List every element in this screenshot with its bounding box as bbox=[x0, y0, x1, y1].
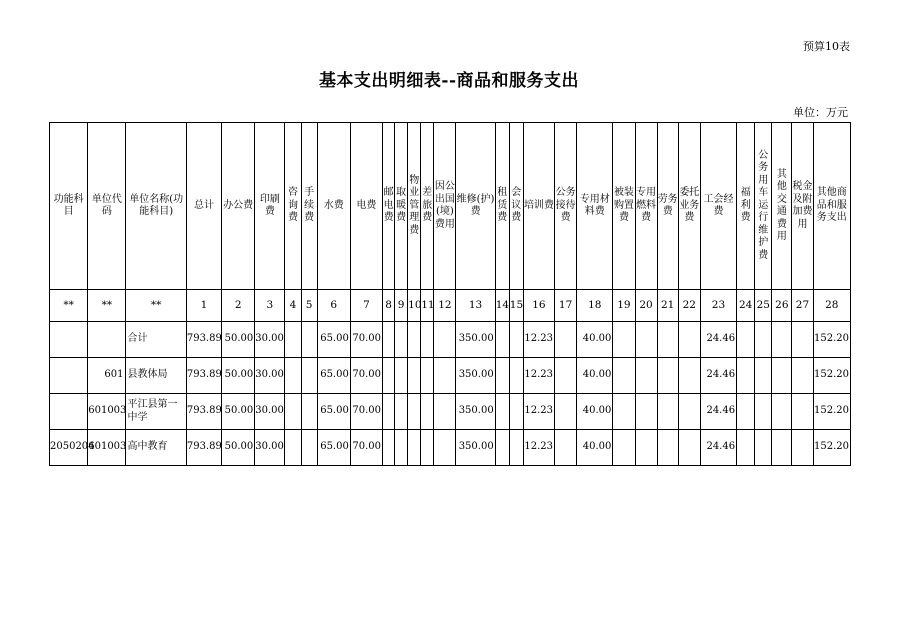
table-cell bbox=[285, 394, 301, 430]
column-index-cell: 18 bbox=[577, 290, 613, 322]
table-cell bbox=[301, 394, 317, 430]
table-cell: 601003 bbox=[88, 430, 126, 466]
column-index-cell: 3 bbox=[255, 290, 285, 322]
column-header: 物业管理费 bbox=[408, 123, 421, 290]
table-cell bbox=[434, 394, 456, 430]
column-index-cell: 9 bbox=[395, 290, 408, 322]
table-cell: 40.00 bbox=[577, 358, 613, 394]
column-index-cell: 11 bbox=[421, 290, 434, 322]
table-cell: 高中教育 bbox=[126, 430, 186, 466]
column-header: 专用材料费 bbox=[577, 123, 613, 290]
table-cell bbox=[635, 358, 657, 394]
table-cell bbox=[395, 322, 408, 358]
table-cell bbox=[421, 394, 434, 430]
table-cell: 793.89 bbox=[186, 358, 221, 394]
column-index-cell: 5 bbox=[301, 290, 317, 322]
table-cell: 50.00 bbox=[222, 430, 255, 466]
table-cell: 平江县第一中学 bbox=[126, 394, 186, 430]
column-index-cell: 27 bbox=[792, 290, 813, 322]
table-cell bbox=[50, 394, 88, 430]
column-index-cell: 16 bbox=[523, 290, 554, 322]
table-cell bbox=[613, 430, 635, 466]
column-header: 被装购置费 bbox=[613, 123, 635, 290]
column-index-cell: 13 bbox=[456, 290, 495, 322]
column-index-cell: 26 bbox=[772, 290, 792, 322]
table-cell bbox=[635, 394, 657, 430]
column-index-cell: 14 bbox=[495, 290, 509, 322]
column-header: 委托业务费 bbox=[678, 123, 700, 290]
table-cell bbox=[678, 322, 700, 358]
table-cell bbox=[495, 430, 509, 466]
table-row bbox=[50, 322, 851, 358]
table-cell bbox=[755, 430, 772, 466]
table-cell bbox=[50, 322, 88, 358]
table-cell: 30.00 bbox=[255, 394, 285, 430]
table-cell bbox=[555, 358, 577, 394]
column-header: 咨询费 bbox=[285, 123, 301, 290]
table-cell: 152.20 bbox=[813, 430, 850, 466]
column-header: 租赁费 bbox=[495, 123, 509, 290]
table-cell bbox=[383, 322, 395, 358]
table-cell: 合计 bbox=[126, 322, 186, 358]
column-index-cell: 25 bbox=[755, 290, 772, 322]
table-cell bbox=[285, 358, 301, 394]
table-cell: 350.00 bbox=[456, 430, 495, 466]
table-cell bbox=[301, 430, 317, 466]
table-cell: 40.00 bbox=[577, 322, 613, 358]
table-cell: 70.00 bbox=[350, 430, 382, 466]
column-header: 其他商品和服务支出 bbox=[813, 123, 850, 290]
table-cell bbox=[613, 322, 635, 358]
table-cell bbox=[792, 394, 813, 430]
column-header: 手续费 bbox=[301, 123, 317, 290]
table-cell bbox=[772, 394, 792, 430]
table-cell: 50.00 bbox=[222, 322, 255, 358]
table-cell bbox=[772, 322, 792, 358]
table-cell bbox=[408, 430, 421, 466]
table-cell: 县教体局 bbox=[126, 358, 186, 394]
table-cell bbox=[383, 430, 395, 466]
column-index-cell: 20 bbox=[635, 290, 657, 322]
table-cell: 12.23 bbox=[523, 322, 554, 358]
table-cell: 24.46 bbox=[700, 430, 736, 466]
table-cell bbox=[50, 358, 88, 394]
table-cell bbox=[657, 358, 678, 394]
table-cell bbox=[509, 394, 523, 430]
column-index-cell: 4 bbox=[285, 290, 301, 322]
table-cell bbox=[395, 394, 408, 430]
table-cell bbox=[792, 322, 813, 358]
column-header: 功能科目 bbox=[50, 123, 88, 290]
table-cell: 24.46 bbox=[700, 394, 736, 430]
column-header: 培训费 bbox=[523, 123, 554, 290]
column-index-cell: 1 bbox=[186, 290, 221, 322]
table-cell bbox=[678, 394, 700, 430]
table-cell bbox=[383, 394, 395, 430]
column-index-cell: 23 bbox=[700, 290, 736, 322]
column-header: 其他交通费用 bbox=[772, 123, 792, 290]
column-index-cell: 21 bbox=[657, 290, 678, 322]
table-cell bbox=[678, 358, 700, 394]
table-cell bbox=[395, 358, 408, 394]
table-cell bbox=[737, 358, 755, 394]
table-cell bbox=[678, 430, 700, 466]
table-cell: 152.20 bbox=[813, 322, 850, 358]
column-index-cell: 28 bbox=[813, 290, 850, 322]
table-row bbox=[50, 430, 851, 466]
column-header: 电费 bbox=[350, 123, 382, 290]
column-header: 办公费 bbox=[222, 123, 255, 290]
table-cell: 793.89 bbox=[186, 394, 221, 430]
table-cell bbox=[408, 358, 421, 394]
column-header: 公务接待费 bbox=[555, 123, 577, 290]
table-cell bbox=[408, 394, 421, 430]
table-cell: 601003 bbox=[88, 394, 126, 430]
table-cell: 70.00 bbox=[350, 322, 382, 358]
table-cell bbox=[421, 322, 434, 358]
table-cell: 12.23 bbox=[523, 358, 554, 394]
column-header: 税金及附加费用 bbox=[792, 123, 813, 290]
table-cell bbox=[635, 430, 657, 466]
table-cell bbox=[737, 322, 755, 358]
table-cell bbox=[395, 430, 408, 466]
table-cell bbox=[755, 322, 772, 358]
table-cell: 65.00 bbox=[317, 322, 350, 358]
table-cell: 152.20 bbox=[813, 394, 850, 430]
table-cell bbox=[657, 322, 678, 358]
expense-detail-table bbox=[49, 122, 851, 466]
table-cell bbox=[301, 358, 317, 394]
table-cell: 40.00 bbox=[577, 394, 613, 430]
column-index-cell: ** bbox=[88, 290, 126, 322]
table-cell: 350.00 bbox=[456, 358, 495, 394]
table-cell bbox=[657, 430, 678, 466]
table-cell: 601 bbox=[88, 358, 126, 394]
table-cell bbox=[555, 322, 577, 358]
form-code: 预算10表 bbox=[803, 40, 850, 53]
table-cell bbox=[285, 430, 301, 466]
table-cell: 24.46 bbox=[700, 322, 736, 358]
table-cell bbox=[301, 322, 317, 358]
table-cell bbox=[755, 358, 772, 394]
column-header: 取暖费 bbox=[395, 123, 408, 290]
table-row bbox=[50, 358, 851, 394]
table-cell bbox=[792, 430, 813, 466]
column-index-cell: 6 bbox=[317, 290, 350, 322]
table-cell: 65.00 bbox=[317, 394, 350, 430]
column-index-cell: ** bbox=[126, 290, 186, 322]
table-cell bbox=[657, 394, 678, 430]
table-cell: 50.00 bbox=[222, 358, 255, 394]
table-cell bbox=[555, 394, 577, 430]
table-cell: 793.89 bbox=[186, 322, 221, 358]
column-header: 福利费 bbox=[737, 123, 755, 290]
table-cell bbox=[434, 358, 456, 394]
table-cell bbox=[285, 322, 301, 358]
table-cell bbox=[555, 430, 577, 466]
table-cell: 350.00 bbox=[456, 394, 495, 430]
column-header: 劳务费 bbox=[657, 123, 678, 290]
column-index-cell: 17 bbox=[555, 290, 577, 322]
table-cell bbox=[737, 394, 755, 430]
table-cell: 50.00 bbox=[222, 394, 255, 430]
table-cell bbox=[635, 322, 657, 358]
column-index-cell: 15 bbox=[509, 290, 523, 322]
table-cell bbox=[509, 322, 523, 358]
table-header-row bbox=[50, 123, 851, 290]
column-header: 会议费 bbox=[509, 123, 523, 290]
table-cell: 30.00 bbox=[255, 358, 285, 394]
table-cell bbox=[613, 394, 635, 430]
table-cell: 12.23 bbox=[523, 430, 554, 466]
table-cell: 30.00 bbox=[255, 322, 285, 358]
table-cell bbox=[88, 322, 126, 358]
column-header: 差旅费 bbox=[421, 123, 434, 290]
table-cell: 2050204 bbox=[50, 430, 88, 466]
table-cell: 152.20 bbox=[813, 358, 850, 394]
table-cell bbox=[772, 430, 792, 466]
table-cell bbox=[434, 430, 456, 466]
table-cell: 70.00 bbox=[350, 394, 382, 430]
table-cell: 70.00 bbox=[350, 358, 382, 394]
page-title: 基本支出明细表--商品和服务支出 bbox=[318, 71, 580, 91]
table-index-row bbox=[50, 290, 851, 322]
table-row bbox=[50, 394, 851, 430]
table-cell bbox=[421, 430, 434, 466]
column-header: 工会经费 bbox=[700, 123, 736, 290]
column-header: 印刷费 bbox=[255, 123, 285, 290]
table-cell bbox=[509, 430, 523, 466]
column-header: 邮电费 bbox=[383, 123, 395, 290]
column-header: 专用燃料费 bbox=[635, 123, 657, 290]
column-index-cell: 12 bbox=[434, 290, 456, 322]
column-header: 公务用车运行维护费 bbox=[755, 123, 772, 290]
column-index-cell: 8 bbox=[383, 290, 395, 322]
table-cell: 30.00 bbox=[255, 430, 285, 466]
table-cell: 350.00 bbox=[456, 322, 495, 358]
table-cell bbox=[509, 358, 523, 394]
column-index-cell: 24 bbox=[737, 290, 755, 322]
table-cell bbox=[737, 430, 755, 466]
column-index-cell: 2 bbox=[222, 290, 255, 322]
table-cell: 40.00 bbox=[577, 430, 613, 466]
table-cell bbox=[495, 322, 509, 358]
table-cell: 65.00 bbox=[317, 430, 350, 466]
table-cell: 65.00 bbox=[317, 358, 350, 394]
table-cell bbox=[434, 322, 456, 358]
table-cell bbox=[495, 358, 509, 394]
table-cell: 793.89 bbox=[186, 430, 221, 466]
column-header: 维修(护)费 bbox=[456, 123, 495, 290]
table-cell bbox=[755, 394, 772, 430]
table-cell: 12.23 bbox=[523, 394, 554, 430]
column-header: 因公出国(境)费用 bbox=[434, 123, 456, 290]
table-cell bbox=[613, 358, 635, 394]
column-header: 水费 bbox=[317, 123, 350, 290]
table-cell bbox=[421, 358, 434, 394]
table-cell bbox=[408, 322, 421, 358]
table-cell bbox=[383, 358, 395, 394]
table-cell bbox=[495, 394, 509, 430]
table-cell: 24.46 bbox=[700, 358, 736, 394]
column-index-cell: ** bbox=[50, 290, 88, 322]
column-index-cell: 22 bbox=[678, 290, 700, 322]
table-cell bbox=[772, 358, 792, 394]
column-header: 单位代码 bbox=[88, 123, 126, 290]
column-index-cell: 10 bbox=[408, 290, 421, 322]
column-index-cell: 7 bbox=[350, 290, 382, 322]
unit-label: 单位：万元 bbox=[793, 106, 848, 119]
column-header: 单位名称(功能科目) bbox=[126, 123, 186, 290]
column-index-cell: 19 bbox=[613, 290, 635, 322]
table-cell bbox=[792, 358, 813, 394]
column-header: 总计 bbox=[186, 123, 221, 290]
